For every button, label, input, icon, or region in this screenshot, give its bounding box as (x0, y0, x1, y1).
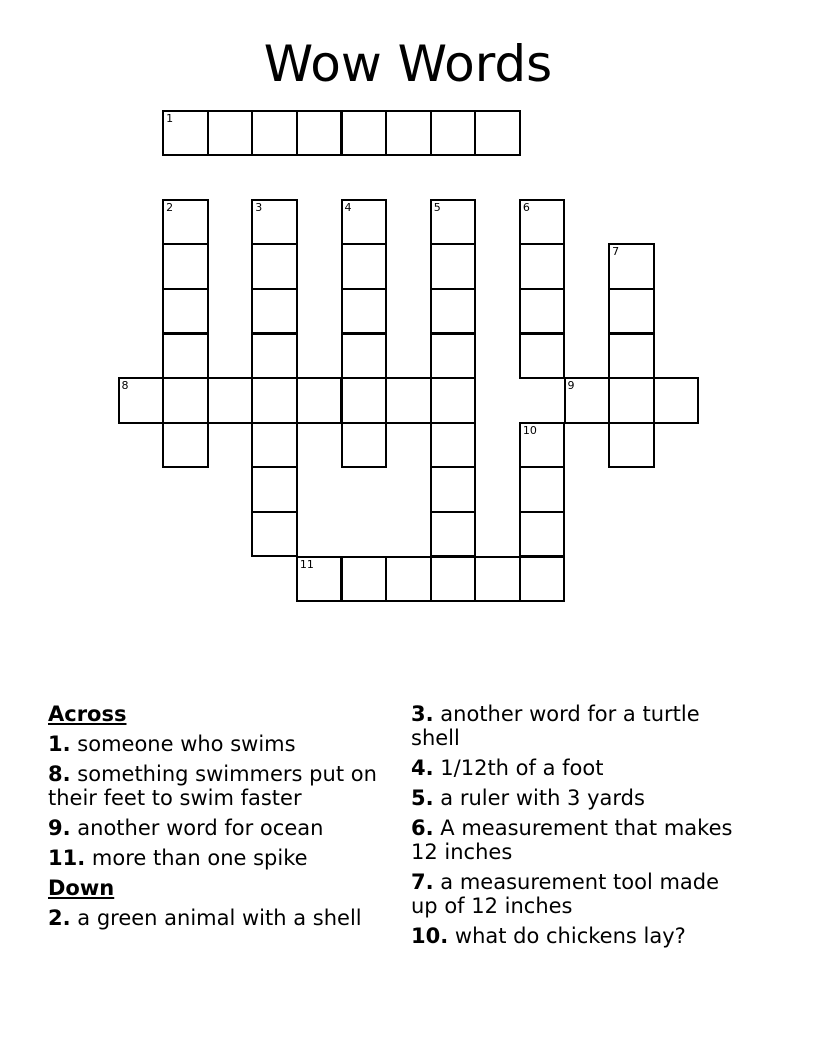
grid-cell[interactable] (608, 422, 655, 469)
grid-cell[interactable] (519, 243, 566, 290)
grid-cell[interactable] (296, 110, 343, 157)
grid-cell[interactable] (430, 466, 477, 513)
grid-cell[interactable] (118, 377, 165, 424)
grid-cell[interactable] (653, 377, 700, 424)
grid-cell[interactable] (519, 333, 566, 380)
clue-text: someone who swims (77, 732, 296, 756)
clue-down-6 (411, 816, 751, 864)
grid-cell[interactable] (341, 243, 388, 290)
clue-number-label: 8 (121, 379, 129, 393)
grid-cell[interactable] (251, 466, 298, 513)
clue-number: 5. (411, 786, 434, 810)
grid-cell[interactable] (341, 556, 388, 603)
clue-across-9 (48, 816, 388, 840)
clue-number-label: 9 (567, 379, 575, 393)
clue-text: more than one spike (91, 846, 308, 870)
clue-down-4 (411, 756, 751, 780)
puzzle-title: Wow Words (263, 35, 553, 93)
clue-number-label: 6 (522, 200, 530, 214)
grid-cell[interactable] (207, 110, 254, 157)
clue-list-right (411, 702, 751, 954)
grid-cell[interactable] (385, 377, 432, 424)
grid-cell[interactable] (519, 199, 566, 246)
clue-text: another word for a turtle shell (411, 702, 700, 750)
grid-cell[interactable] (296, 556, 343, 603)
clue-text: another word for ocean (77, 816, 324, 840)
clue-down-2 (48, 906, 388, 930)
grid-cell[interactable] (430, 377, 477, 424)
grid-cell[interactable] (608, 333, 655, 380)
down-heading: Down (48, 876, 115, 900)
clue-down-5 (411, 786, 751, 810)
grid-cell[interactable] (162, 333, 209, 380)
grid-cell[interactable] (608, 377, 655, 424)
clue-text: a ruler with 3 yards (440, 786, 645, 810)
grid-cell[interactable] (564, 377, 611, 424)
grid-cell[interactable] (341, 110, 388, 157)
grid-cell[interactable] (251, 377, 298, 424)
clue-across-1 (48, 732, 388, 756)
grid-cell[interactable] (474, 556, 521, 603)
grid-cell[interactable] (474, 110, 521, 157)
grid-cell[interactable] (251, 288, 298, 335)
grid-cell[interactable] (341, 199, 388, 246)
grid-cell[interactable] (251, 333, 298, 380)
grid-cell[interactable] (162, 288, 209, 335)
clue-down-10 (411, 924, 751, 948)
clue-number-label: 7 (612, 245, 620, 259)
clue-number: 11. (48, 846, 86, 870)
clue-number: 6. (411, 816, 434, 840)
grid-cell[interactable] (430, 243, 477, 290)
clue-text: a green animal with a shell (77, 906, 362, 930)
grid-cell[interactable] (519, 556, 566, 603)
grid-cell[interactable] (608, 288, 655, 335)
grid-cell[interactable] (162, 199, 209, 246)
clue-number: 7. (411, 870, 434, 894)
clue-number: 10. (411, 924, 449, 948)
grid-cell[interactable] (519, 422, 566, 469)
grid-cell[interactable] (251, 110, 298, 157)
clue-text: what do chickens lay? (454, 924, 686, 948)
grid-cell[interactable] (519, 511, 566, 558)
grid-cell[interactable] (519, 288, 566, 335)
grid-cell[interactable] (341, 377, 388, 424)
clue-list-left (48, 702, 388, 936)
clue-number: 2. (48, 906, 71, 930)
grid-cell[interactable] (519, 466, 566, 513)
clue-number: 9. (48, 816, 71, 840)
clue-text: a measurement tool made up of 12 inches (411, 870, 720, 918)
grid-cell[interactable] (162, 110, 209, 157)
clue-number-label: 2 (166, 200, 174, 214)
grid-cell[interactable] (251, 422, 298, 469)
grid-cell[interactable] (430, 422, 477, 469)
grid-cell[interactable] (207, 377, 254, 424)
clue-across-8 (48, 762, 388, 810)
grid-cell[interactable] (341, 333, 388, 380)
grid-cell[interactable] (385, 556, 432, 603)
clue-number-label: 5 (433, 200, 441, 214)
clue-across-11 (48, 846, 388, 870)
clue-number: 8. (48, 762, 71, 786)
clue-number-label: 1 (166, 111, 174, 125)
clue-text: A measurement that makes 12 inches (411, 816, 733, 864)
grid-cell[interactable] (251, 199, 298, 246)
clue-number-label: 11 (299, 557, 314, 571)
clue-down-3 (411, 702, 751, 750)
across-heading: Across (48, 702, 127, 726)
grid-cell[interactable] (430, 511, 477, 558)
grid-cell[interactable] (162, 377, 209, 424)
grid-cell[interactable] (430, 556, 477, 603)
clue-number-label: 4 (344, 200, 352, 214)
grid-cell[interactable] (341, 422, 388, 469)
grid-cell[interactable] (430, 110, 477, 157)
grid-cell[interactable] (251, 243, 298, 290)
grid-cell[interactable] (430, 199, 477, 246)
clue-text: something swimmers put on their feet to swim faster (48, 762, 377, 810)
grid-cell[interactable] (296, 377, 343, 424)
grid-cell[interactable] (430, 333, 477, 380)
clue-number: 4. (411, 756, 434, 780)
clue-number: 3. (411, 702, 434, 726)
clue-text: 1/12th of a foot (440, 756, 604, 780)
clue-number-label: 3 (255, 200, 263, 214)
grid-cell[interactable] (341, 288, 388, 335)
grid-cell[interactable] (162, 422, 209, 469)
clue-number-label: 10 (522, 423, 537, 437)
grid-cell[interactable] (251, 511, 298, 558)
grid-cell[interactable] (430, 288, 477, 335)
grid-cell[interactable] (608, 243, 655, 290)
grid-cell[interactable] (385, 110, 432, 157)
clue-down-7 (411, 870, 751, 918)
clue-number: 1. (48, 732, 71, 756)
grid-cell[interactable] (162, 243, 209, 290)
